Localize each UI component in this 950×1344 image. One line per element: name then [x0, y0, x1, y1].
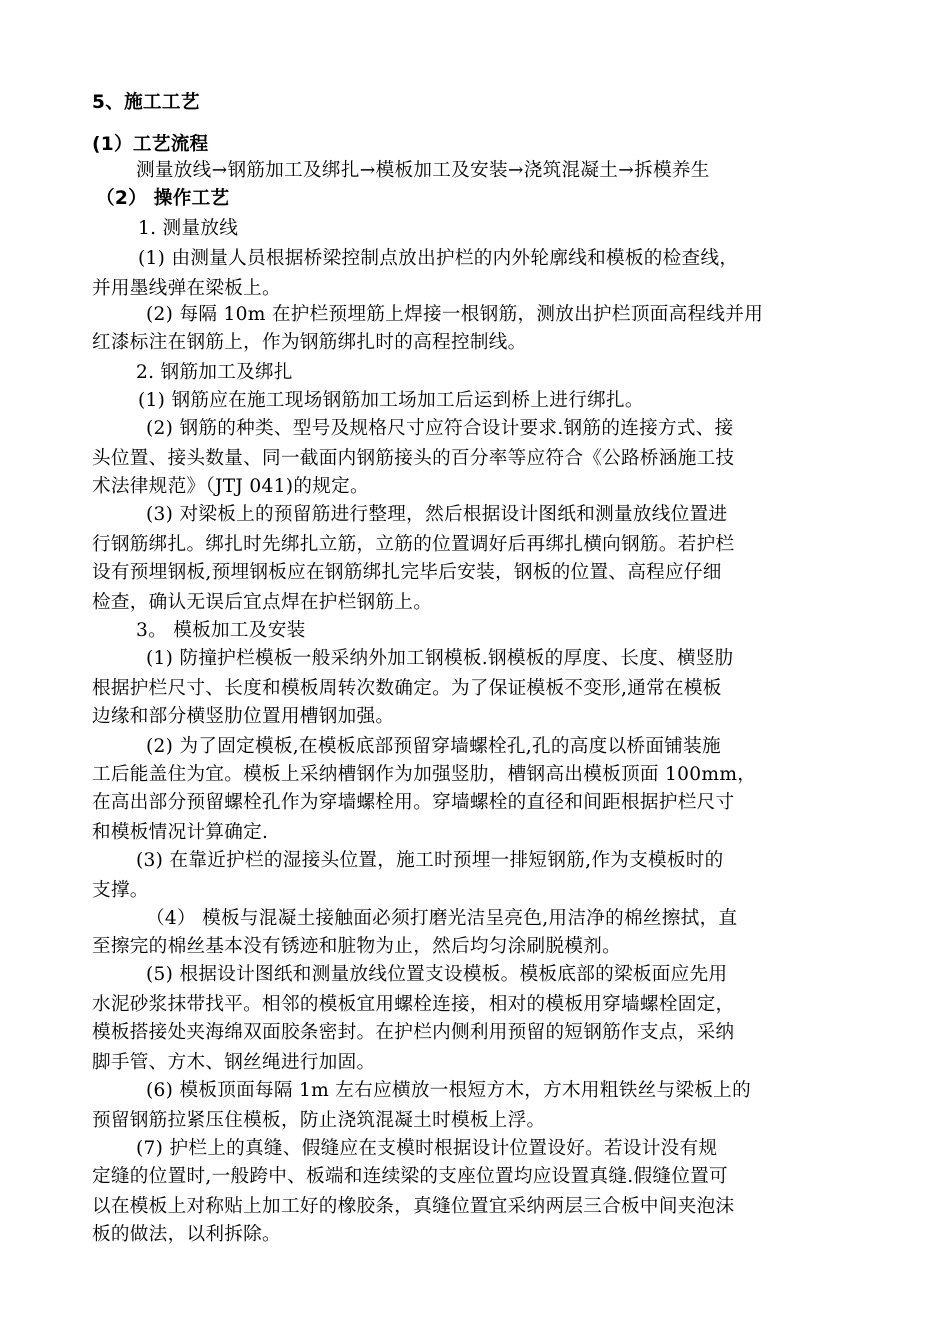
paragraph-line: 设有预埋钢板,预埋钢板应在钢筋绑扎完毕后安装，钢板的位置、高程应仔细 — [92, 562, 722, 583]
paragraph-line: 边缘和部分横竖肋位置用槽钢加强。 — [92, 706, 395, 727]
paragraph-line: 行钢筋绑扎。绑扎时先绑扎立筋，立筋的位置调好后再绑扎横向钢筋。若护栏 — [92, 534, 735, 555]
subsection-title-operation: （2） 操作工艺 — [96, 188, 230, 209]
paragraph-line: 检查，确认无误后宜点焊在护栏钢筋上。 — [92, 592, 433, 613]
subsection-title-process-flow: (1）工艺流程 — [92, 134, 209, 155]
paragraph-line: (2) 每隔 10m 在护栏预埋筋上焊接一根钢筋，测放出护栏顶面高程线并用 — [146, 304, 764, 325]
paragraph-line: 定缝的位置时,一般跨中、板端和连续梁的支座位置均应设置真缝.假缝位置可 — [92, 1166, 728, 1187]
paragraph-line: 红漆标注在钢筋上，作为钢筋绑扎时的高程控制线。 — [92, 332, 527, 353]
process-flow-text: 测量放线→钢筋加工及绑扎→模板加工及安装→浇筑混凝土→拆模养生 — [136, 160, 710, 181]
paragraph-line: 工后能盖住为宜。模板上采纳槽钢作为加强竖肋，槽钢高出模板顶面 100mm， — [92, 764, 757, 785]
paragraph-line: (3) 对梁板上的预留筋进行整理，然后根据设计图纸和测量放线位置进 — [146, 504, 728, 525]
paragraph-line: 以在模板上对称贴上加工好的橡胶条，真缝位置宜采纳两层三合板中间夹泡沫 — [92, 1196, 735, 1217]
paragraph-line: (7) 护栏上的真缝、假缝应在支模时根据设计位置设好。若设计没有规 — [136, 1138, 718, 1159]
paragraph-line: 水泥砂浆抹带找平。相邻的模板宜用螺栓连接，相对的模板用穿墙螺栓固定， — [92, 994, 735, 1015]
paragraph-line: 头位置、接头数量、同一截面内钢筋接头的百分率等应符合《公路桥涵施工技 — [92, 448, 735, 469]
paragraph-line: 至擦完的棉丝基本没有锈迹和脏物为止，然后均匀涂刷脱模剂。 — [92, 936, 622, 957]
paragraph-line: (2) 钢筋的种类、型号及规格尺寸应符合设计要求.钢筋的连接方式、接 — [146, 418, 734, 439]
section-title: 5、施工工艺 — [92, 92, 200, 113]
paragraph-line: (1) 钢筋应在施工现场钢筋加工场加工后运到桥上进行绑扎。 — [138, 390, 644, 411]
paragraph-line: 在高出部分预留螺栓孔作为穿墙螺栓用。穿墙螺栓的直径和间距根据护栏尺寸 — [92, 792, 735, 813]
paragraph-line: （4） 模板与混凝土接触面必须打磨光洁呈亮色,用洁净的棉丝擦拭，直 — [146, 908, 738, 929]
paragraph-line: (2) 为了固定模板,在模板底部预留穿墙螺栓孔,孔的高度以桥面铺装施 — [146, 736, 721, 757]
paragraph-line: 根据护栏尺寸、长度和模板周转次数确定。为了保证模板不变形,通常在模板 — [92, 678, 722, 699]
paragraph-line: (6) 模板顶面每隔 1m 左右应横放一根短方木，方木用粗铁丝与梁板上的 — [146, 1080, 751, 1101]
paragraph-line: 模板搭接处夹海绵双面胶条密封。在护栏内侧利用预留的短钢筋作支点，采纳 — [92, 1022, 735, 1043]
paragraph-line: (3) 在靠近护栏的湿接头位置，施工时预埋一排短钢筋,作为支模板时的 — [136, 850, 724, 871]
heading-rebar: 2. 钢筋加工及绑扎 — [136, 362, 293, 383]
paragraph-line: 脚手管、方木、钢丝绳进行加固。 — [92, 1052, 376, 1073]
paragraph-line: 板的做法，以利拆除。 — [92, 1224, 281, 1245]
paragraph-line: 支撑。 — [92, 880, 149, 901]
paragraph-line: 术法律规范》（JTJ 041)的规定。 — [92, 476, 369, 497]
paragraph-line: (1) 由测量人员根据桥梁控制点放出护栏的内外轮廓线和模板的检查线， — [138, 248, 739, 269]
paragraph-line: (1) 防撞护栏模板一般采纳外加工钢模板.钢模板的厚度、长度、横竖肋 — [146, 648, 734, 669]
paragraph-line: 并用墨线弹在梁板上。 — [92, 278, 281, 299]
heading-survey: 1. 测量放线 — [138, 218, 239, 239]
paragraph-line: 预留钢筋拉紧压住模板，防止浇筑混凝土时模板上浮。 — [92, 1110, 546, 1131]
paragraph-line: (5) 根据设计图纸和测量放线位置支设模板。模板底部的梁板面应先用 — [146, 964, 728, 985]
paragraph-line: 和模板情况计算确定. — [92, 822, 269, 843]
heading-formwork: 3。 模板加工及安装 — [136, 620, 306, 641]
